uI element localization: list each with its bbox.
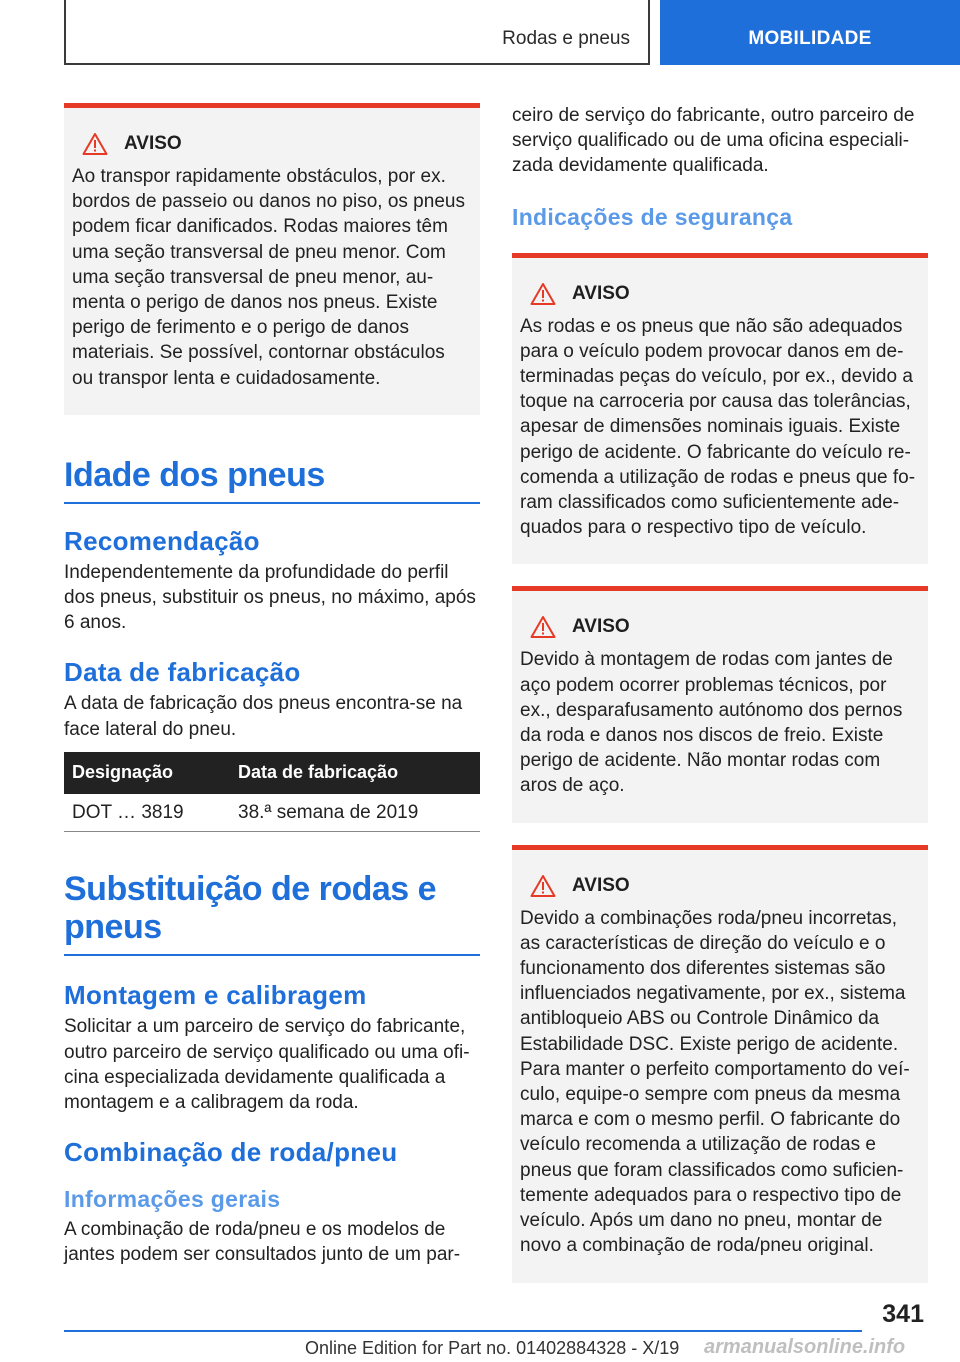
dot-table <box>64 752 480 833</box>
continued-text: ceiro de serviço do fabricante, outro parceiro de serviço qualificado ou de uma oficina especializada devidamente qualificada. <box>512 105 915 177</box>
table-cell: 38.ª semana de 2019 <box>230 794 480 832</box>
chapter-tab <box>660 0 960 65</box>
warning-text: Devido a combinações roda/pneu incorretas, as características de direção do veículo e o funcionamento dos diferentes sistemas são influenciados negativamente, por ex., sistema antibloqueio ABS ou Controle Dinâmico da Estabilidade DSC. Existe perigo de acidente. Para manter o perfeito comportamento do veículo, equipe-o sempre com pneus da mesma marca e com o mesmo perfil. O fabricante do veículo recomenda a utilização de rodas e pneus que foram classificados como suficientemente adequados para o respectivo tipo de veículo. Após um dano no pneu, montar de novo a combinação de roda/pneu original. <box>520 907 910 1257</box>
warning-triangle-icon <box>530 282 556 306</box>
warning-text: Ao transpor rapidamente obstáculos, por ex. bordos de passeio ou danos no piso, os pneus podem ficar danificados. Rodas maiores têm uma seção transversal de pneu menor. Com uma seção transversal de pneu menor, aumenta o perigo de danos nos pneus. Existe perigo de ferimento e o perigo de danos materiais. Se possível, contornar obstáculos ou transpor lenta e cuidadosamente. <box>72 166 465 389</box>
heading-safety: Indicações de segurança <box>512 203 793 230</box>
chapter-title: MOBILIDADE <box>748 28 872 49</box>
warning-box <box>512 845 928 1283</box>
manufacture-date-text: A data de fabricação dos pneus encontra-se na face lateral do pneu. <box>64 693 463 740</box>
heading-recommendation: Recomendação <box>64 525 260 556</box>
warning-title: AVISO <box>82 132 472 156</box>
warning-triangle-icon <box>530 874 556 898</box>
heading-manufacture-date: Data de fabricação <box>64 657 301 688</box>
header-section-box <box>64 0 650 65</box>
recommendation-text: Independentemente da profundidade do perfil dos pneus, substituir os pneus, no máximo, após 6 anos. <box>64 561 476 634</box>
footer-divider <box>64 1330 862 1332</box>
warning-text: As rodas e os pneus que não são adequados para o veículo podem provocar danos em determinadas peças do veículo, por ex., devido a toque na carroceria por causa das tolerâncias, apesar de dimensões nominais iguais. Existe perigo de acidente. O fabricante do veículo recomenda a utilização de rodas e pneus que foram classificados como suficientemente adequados para o respectivo tipo de veículo. <box>520 315 916 539</box>
page-number: 341 <box>882 1300 924 1328</box>
table-cell: DOT … 3819 <box>64 794 230 832</box>
heading-mounting: Montagem e calibragem <box>64 980 367 1011</box>
left-column <box>64 103 480 1268</box>
watermark-brand: armanualsonline.info <box>704 1336 906 1358</box>
warning-title: AVISO <box>530 282 920 306</box>
table-header: Designação <box>64 752 230 794</box>
warning-box <box>64 103 480 415</box>
table-row <box>64 794 480 832</box>
edition-text: Online Edition for Part no. 01402884328 - X/19 <box>305 1338 680 1358</box>
table-header: Data de fabricação <box>230 752 480 794</box>
right-column <box>512 103 928 1283</box>
warning-triangle-icon <box>530 615 556 639</box>
heading-wheel-tire-combo: Combinação de roda/pneu <box>64 1137 398 1168</box>
warning-box <box>512 253 928 565</box>
section-title: Rodas e pneus <box>502 28 630 49</box>
warning-title: AVISO <box>530 615 920 639</box>
warning-title: AVISO <box>530 874 920 898</box>
warning-text: Devido à montagem de rodas com jantes de aço podem ocorrer problemas técnicos, por ex., desparafusamento autónomo dos pernos da roda e danos nos discos de freio. Existe perigo de acidente. Não montar rodas com aros de aço. <box>520 649 903 797</box>
heading-general-info: Informações gerais <box>64 1186 281 1213</box>
general-info-text: A combinação de roda/pneu e os modelos de jantes podem ser consultados junto de um par- <box>64 1219 461 1266</box>
heading-tire-age: Idade dos pneus <box>64 456 480 504</box>
heading-replace-wheels: Substituição de rodas e pneus <box>64 870 480 956</box>
mounting-text: Solicitar a um parceiro de serviço do fabricante, outro parceiro de serviço qualificado ou uma oficina especializada devidamente qualificada a montagem e a calibragem da roda. <box>64 1016 470 1113</box>
warning-box <box>512 586 928 822</box>
warning-triangle-icon <box>82 132 108 156</box>
